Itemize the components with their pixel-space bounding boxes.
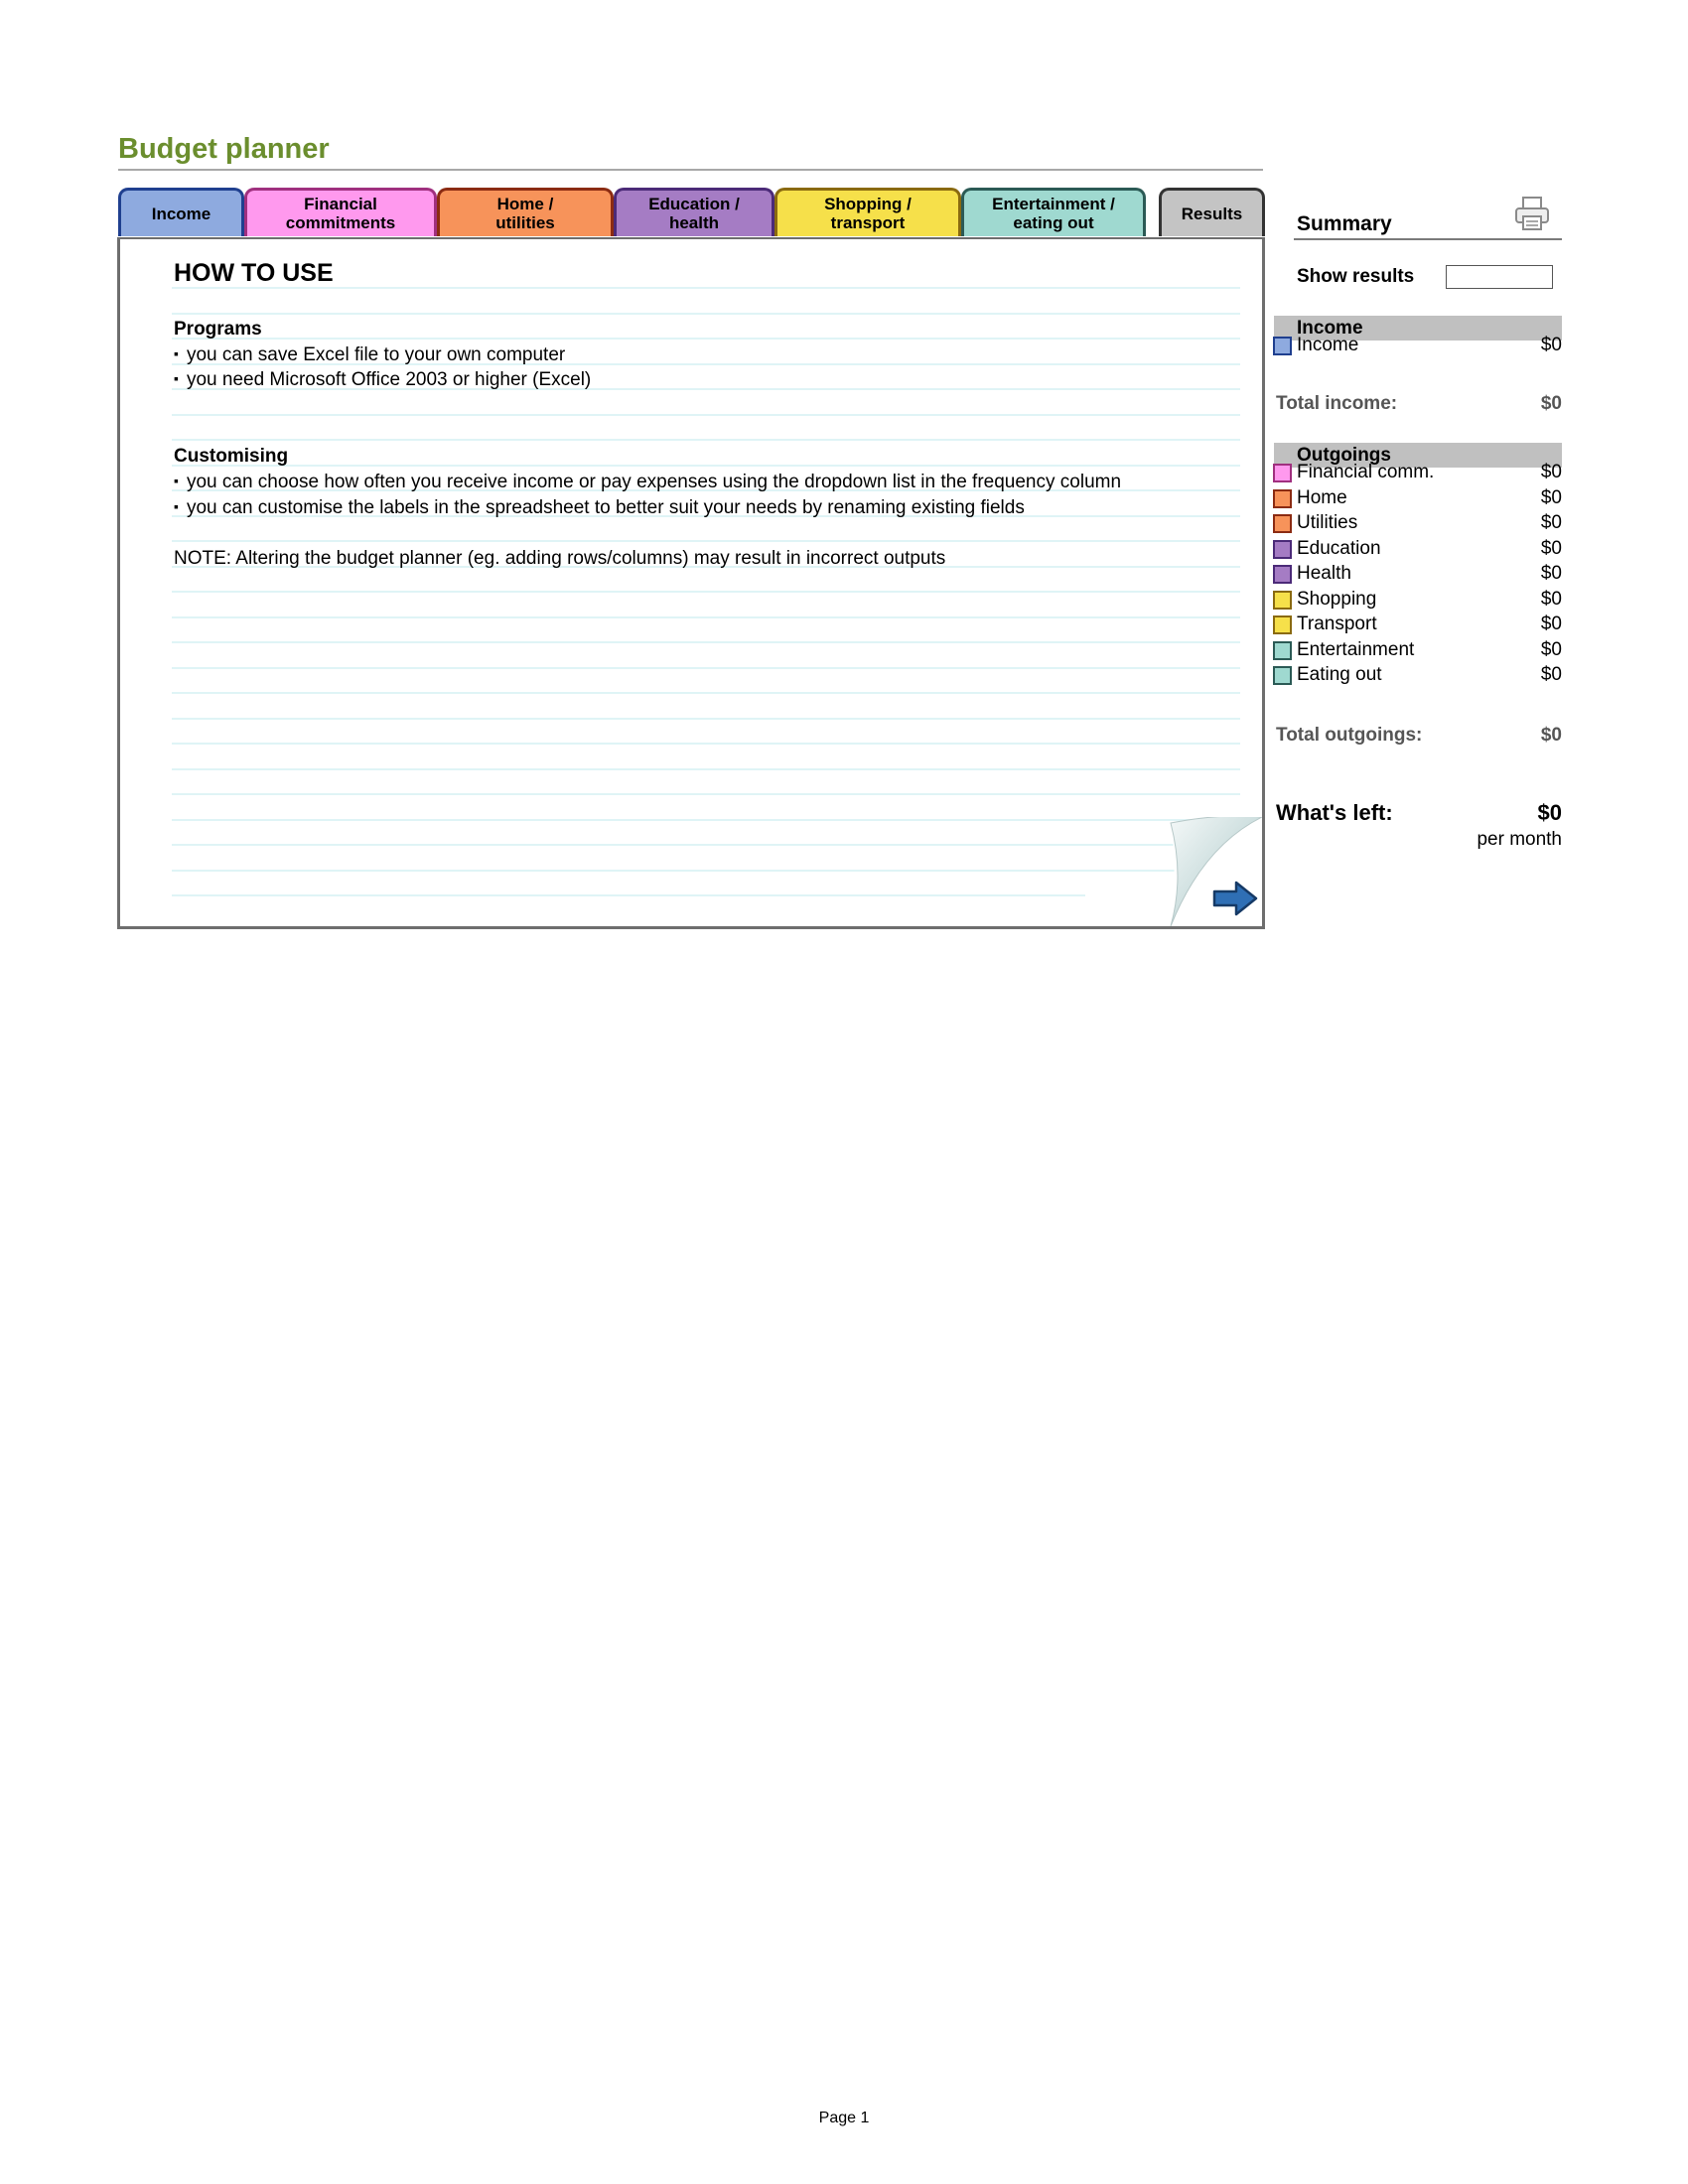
ruled-line: [172, 439, 1240, 441]
outgoing-row: [1271, 462, 1562, 485]
whats-left-label: What's left:: [1276, 800, 1393, 825]
ruled-line: [172, 718, 1240, 720]
category-label: Eating out: [1297, 664, 1382, 685]
category-label: Health: [1297, 563, 1351, 584]
outgoing-row: [1271, 487, 1562, 511]
category-swatch: [1273, 565, 1292, 584]
category-value: $0: [1540, 588, 1562, 610]
outgoing-row: [1271, 614, 1562, 637]
outgoing-row: [1271, 639, 1562, 663]
tab-label: Home / utilities: [495, 195, 555, 232]
ruled-line: [172, 667, 1240, 669]
tab-label: Shopping / transport: [824, 195, 912, 232]
tab-home-utilities[interactable]: [437, 188, 614, 236]
category-swatch: [1273, 591, 1292, 610]
category-swatch: [1273, 337, 1292, 355]
tab-results[interactable]: [1159, 188, 1265, 236]
category-value: $0: [1540, 512, 1562, 533]
category-value: $0: [1540, 462, 1562, 482]
category-swatch: [1273, 641, 1292, 660]
total-outgoings-row: [1276, 725, 1562, 747]
programs-item: ▪ you can save Excel file to your own computer: [174, 344, 565, 366]
tab-shopping-transport[interactable]: [774, 188, 961, 236]
ruled-line: [172, 894, 1085, 896]
ruled-line: [172, 870, 1240, 872]
whats-left-row: [1276, 800, 1562, 826]
category-label: Transport: [1297, 614, 1377, 634]
panel-heading: HOW TO USE: [174, 259, 334, 287]
category-label: Income: [1297, 335, 1359, 355]
summary-title: Summary: [1297, 212, 1392, 235]
ruled-line: [172, 743, 1240, 745]
ruled-line: [172, 616, 1240, 618]
title-divider: [118, 169, 1263, 171]
programs-heading: Programs: [174, 319, 262, 340]
outgoings-section-header: Outgoings: [1274, 443, 1562, 468]
outgoing-row: [1271, 538, 1562, 562]
total-outgoings-value: $0: [1540, 725, 1562, 746]
category-value: $0: [1540, 537, 1562, 559]
tab-income[interactable]: [118, 188, 244, 236]
ruled-line: [172, 591, 1240, 593]
ruled-line: [172, 313, 1240, 315]
income-section-header: Income: [1274, 316, 1562, 341]
category-label: Financial comm.: [1297, 462, 1435, 482]
tab-education-health[interactable]: [614, 188, 774, 236]
category-label: Utilities: [1297, 512, 1358, 533]
customising-item: ▪ you can choose how often you receive income or pay expenses using the dropdown list in the frequency column: [174, 472, 1121, 493]
category-value: $0: [1540, 664, 1562, 685]
show-results-input[interactable]: [1446, 265, 1553, 289]
tab-label: Education / health: [648, 195, 740, 232]
ruled-line: [172, 338, 1240, 340]
total-outgoings-label: Total outgoings:: [1276, 725, 1423, 746]
category-value: $0: [1540, 486, 1562, 508]
category-swatch: [1273, 666, 1292, 685]
category-swatch: [1273, 514, 1292, 533]
whats-left-value: $0: [1537, 800, 1562, 825]
ruled-line: [172, 540, 1240, 542]
category-value: $0: [1540, 614, 1562, 634]
category-label: Home: [1297, 486, 1347, 508]
ruled-line: [172, 641, 1240, 643]
tab-entertainment-eating-out[interactable]: [961, 188, 1146, 236]
total-income-value: $0: [1540, 393, 1562, 414]
total-income-row: [1276, 393, 1562, 415]
category-swatch: [1273, 489, 1292, 508]
category-label: Shopping: [1297, 588, 1377, 610]
next-arrow-icon[interactable]: [1212, 881, 1258, 916]
category-value: $0: [1540, 335, 1562, 355]
ruled-line: [172, 465, 1240, 467]
ruled-line: [172, 819, 1240, 821]
show-results-label: Show results: [1297, 266, 1415, 287]
tab-label: Results: [1181, 204, 1243, 223]
panel-note: NOTE: Altering the budget planner (eg. adding rows/columns) may result in incorrect outputs: [174, 548, 946, 569]
tab-label: Entertainment / eating out: [992, 195, 1115, 232]
ruled-line: [172, 844, 1240, 846]
tab-label: Income: [151, 204, 211, 223]
outgoing-row: [1271, 563, 1562, 587]
category-swatch: [1273, 464, 1292, 482]
ruled-line: [172, 793, 1240, 795]
printer-icon[interactable]: [1513, 195, 1551, 232]
ruled-line: [172, 768, 1240, 770]
ruled-line: [172, 414, 1240, 416]
category-label: Entertainment: [1297, 638, 1415, 660]
page-number: Page 1: [818, 2110, 870, 2126]
outgoing-row: [1271, 512, 1562, 536]
tab-label: Financial commitments: [285, 195, 396, 232]
tab-financial-commitments[interactable]: [244, 188, 437, 236]
customising-heading: Customising: [174, 446, 289, 467]
category-label: Education: [1297, 537, 1381, 559]
customising-item: ▪ you can customise the labels in the spreadsheet to better suit your needs by renaming existing fields: [174, 497, 1025, 519]
category-value: $0: [1540, 563, 1562, 584]
how-to-use-panel: [117, 237, 1265, 929]
ruled-line: [172, 692, 1240, 694]
programs-item: ▪ you need Microsoft Office 2003 or higher (Excel): [174, 369, 591, 391]
outgoing-row: [1271, 589, 1562, 613]
total-income-label: Total income:: [1276, 393, 1398, 414]
category-swatch: [1273, 540, 1292, 559]
page-title: Budget planner: [118, 133, 330, 165]
summary-divider: [1294, 238, 1562, 240]
per-month-label: per month: [1477, 829, 1562, 850]
outgoing-row: [1271, 664, 1562, 688]
category-swatch: [1273, 615, 1292, 634]
income-row: [1271, 335, 1562, 358]
category-value: $0: [1540, 638, 1562, 660]
